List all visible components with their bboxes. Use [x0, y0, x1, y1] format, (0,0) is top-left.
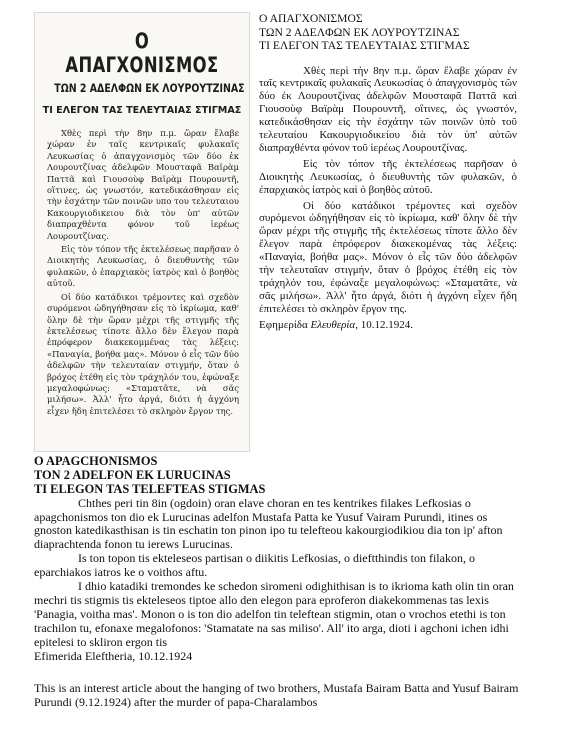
latin-paragraph: Chthes peri tin 8in (ogdoin) oran elave choran en tes kentrikes filakes Lefkosias o apagchonismos ton dio ek Lurucinas adelfon Mustafa Patta ke Yusuf Vairam Purundi, itines os gnoston katedikasthisan is tin eschatin ton pinon ipo tu telefteou kakourgiodikiou dia ton ip' afton diaprachtenda fonon tu ierews Lurucinas. — [34, 495, 503, 552]
latin-heading-line: TI ELEGON TAS TELEFTEAS STIGMAS — [34, 482, 266, 497]
latin-heading-line: O APAGCHONISMOS — [34, 454, 158, 468]
greek-body — [259, 65, 517, 316]
greek-paragraph: Οἱ δύο κατάδικοι τρέμοντες καὶ σχεδὸν συρόμενοι ὡδηγήθησαν εἰς τὸ ἰκρίωμα, καθ' ὅλην δὲ τὴν ὥραν μέχρι τῆς στιγμῆς τῆς ἐκτελέσεως τίποτε ἄλλο δὲν ἔλεγον παρὰ ἐπρόφερον διακεκομένας τὰς λέξεις: «Παναγία, βοήθα μας». Μόνον ὁ εἷς τῶν δύο ἀδελφῶν τὴν τελευταῖαν στιγμήν, ὅταν ὁ βρόχος ἐτέθη εἰς τὸν τράχηλόν του, ἐφώναξε μεγαλοφώνως: «Σταματᾶτε, νὰ σᾶς μιλήσω». Ἀλλ' ἦτο ἀργά, διότι ἡ ἀγχόνη εἶχεν ἤδη ἐπιτελέσει τὸ σκληρὸν ἔργον της. — [259, 199, 517, 315]
clipping-title: Ο ΑΠΑΓΧΟΝΙΣΜΟΣ — [65, 29, 219, 77]
latin-transliteration — [34, 454, 520, 710]
greek-heading-line: ΤΩΝ 2 ΑΔΕΛΦΩΝ ΕΚ ΛΟΥΡΟΥΤΖΙΝΑΣ — [259, 25, 460, 39]
greek-source-label: Εφημερίδα — [259, 318, 308, 331]
greek-source-date: , 10.12.1924. — [355, 318, 413, 331]
clipping-paragraph: Οἱ δύο κατάδικοι τρέμοντες καὶ σχεδὸν συρόμενοι ὡδηγήθησαν εἰς τὸ ἰκρίωμα, καθ' ὅλην δὲ τὴν ὥραν μέχρι τῆς στιγμῆς τῆς ἐκτελέσεως τίποτε ἄλλο δὲν ἔλεγον παρὰ ἐπρόφερον διακεκομμένας τὰς λέξεις: «Παναγία, βοήθα μας». Μόνον ὁ εἷς τῶν δύο ἀδελφῶν τὴν τελευταίαν στιγμήν, ὅταν ὁ βρόχος ἐτέθη εἰς τὸν τράχηλόν του, ἐφώναξε μεγαλοφώνως: «Σταματᾶτε, νὰ σᾶς μιλήσω». Ἀλλ' ἦτο ἀργά, διότι ἡ ἀγχόνη εἶχεν ἤδη ἐπιτελέσει τὸ σκληρὸν ἔργον της. — [47, 291, 239, 416]
greek-paragraph: Χθὲς περὶ τὴν 8ην π.μ. ὥραν ἔλαβε χώραν ἐν ταῖς κεντρικαῖς φυλακαῖς Λευκωσίας ὁ ἀπαγχονισμὸς τῶν δύο ἐκ Λουρουτζίνας ἀδελφῶν Μουσταφᾶ Παττᾶ καὶ Γιουσοὺφ Βαϊρὰμ Πουρουντῆ, οἵτινες, ὡς γνωστόν, κατεδικάσθησαν εἰς τὴν ἐσχάτην τῶν ποινῶν ὑπὸ τοῦ τελευταίου Κακουργιοδικείου διὰ τὸν ὑπ' αὐτῶν διαπραχθέντα φόνον τοῦ ἱερέως Λουρουτζίνας. — [259, 64, 517, 154]
english-note: This is an interest article about the hanging of two brothers, Mustafa Bairam Batta and Yusuf Bairam Purundi (9.12.1924) after the murder of papa-Charalambos — [34, 681, 519, 710]
greek-transcription — [259, 12, 517, 332]
newspaper-clipping-scan — [34, 12, 250, 452]
latin-source: Efimerida Eleftheria, 10.12.1924 — [34, 648, 193, 663]
greek-source-name: Ελευθερία — [310, 318, 356, 331]
latin-paragraph: Is ton topon tis ekteleseos partisan o diikitis Lefkosias, o dieftthindis ton filakon, o eparchiakos iatros ke o voithos aftu. — [34, 551, 475, 580]
greek-heading-line: ΤΙ ΕΛΕΓΟΝ ΤΑΣ ΤΕΛΕΥΤΑΙΑΣ ΣΤΙΓΜΑΣ — [259, 39, 470, 52]
clipping-paragraph: Εἰς τὸν τόπον τῆς ἐκτελέσεως παρῆσαν ὁ Διοικητὴς Λευκωσίας, ὁ διευθυντὴς τῶν φυλακῶν, ὁ ἐπαρχιακὸς ἰατρὸς καὶ ὁ βοηθὸς αὐτοῦ. — [47, 244, 239, 289]
latin-paragraph: I dhio katadiki tremondes ke schedon siromeni odighithisan is to ikrioma kath olin tin oran mechri tis stigmis tis ekteleseos tiptoe allo den elegon para eproferon diakekommenas tas lexis 'Panagia, voitha mas'. Monon o is ton dio adelfon tin teleftean stigmin, otan o vrochos etethi is ton trachilon tu, efonaxe megalofonos: 'Stamatate na sas miliso'. All' ito arga, dioti i agchoni ichen idhi epitelesi to skliron ergon tis — [34, 579, 514, 649]
greek-source — [259, 319, 517, 332]
greek-paragraph: Εἰς τὸν τόπον τῆς ἐκτελέσεως παρῆσαν ὁ Διοικητὴς Λευκωσίας, ὁ διευθυντὴς τῶν φυλακῶν, ὁ ἐπαρχιακὸς ἰατρὸς καὶ ὁ βοηθὸς αὐτοῦ. — [259, 157, 517, 196]
clipping-body — [47, 128, 239, 417]
clipping-paragraph: Χθὲς περὶ τὴν 8ην π.μ. ὥραν ἔλαβε χώραν ἐν ταῖς κεντρικαῖς φυλακαῖς Λευκωσίας ὁ ἀπαγχονισμὸς τῶν δύο ἐκ Λουρουτζίνας ἀδελφῶν Μουσταφᾶ Βαϊρὰμ Παττᾶ καὶ Γιουσοὺφ Βαϊρὰμ Πουρουντῆ, οἵτινες, ὡς γνωστόν, κατεδικάσθησαν εἰς τὴν ἐσχάτην τῶν ποινῶν υπο του τελευταιου Κακουργιοδικειου διὰ τὸν ὑπ' αὐτῶν διαπραχθέντα φόνον τοῦ ἱερέως Λουρουτζίνας. — [47, 128, 239, 241]
clipping-subhead: ΤΙ ΕΛΕΓΟΝ ΤΑΣ ΤΕΛΕΥΤΑΙΑΣ ΣΤΙΓΜΑΣ — [42, 105, 242, 116]
clipping-subtitle: ΤΩΝ 2 ΑΔΕΛΦΩΝ ΕΚ ΛΟΥΡΟΥΤΖΙΝΑΣ — [54, 81, 245, 95]
latin-heading-line: TON 2 ADELFON EK LURUCINAS — [34, 468, 231, 483]
greek-heading-line: Ο ΑΠΑΓΧΟΝΙΣΜΟΣ — [259, 12, 363, 25]
